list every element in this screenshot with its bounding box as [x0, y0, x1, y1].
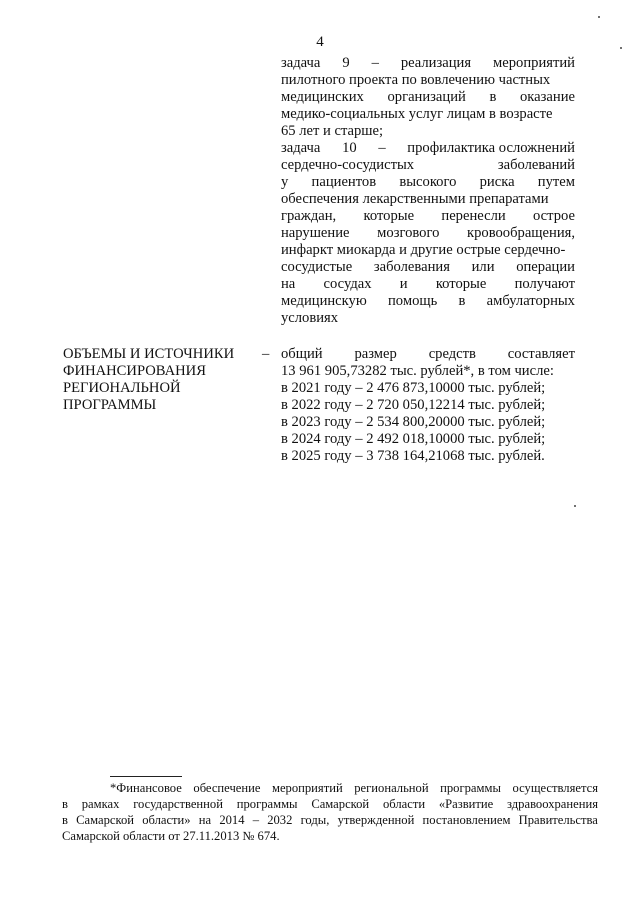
word: утвержденной — [337, 813, 415, 827]
tasks-line — [281, 293, 575, 310]
word: 65 лет и старше; — [281, 123, 384, 139]
word: пилотного проекта по вовлечению частных — [281, 72, 551, 88]
word: медико-социальных услуг лицам в возрасте — [281, 106, 553, 122]
word: риска — [479, 174, 515, 190]
word: высокого — [399, 174, 457, 190]
funding-line — [281, 448, 575, 465]
tasks-text — [281, 55, 575, 327]
word: в 2021 году – 2 476 873,10000 тыс. рублей; — [281, 380, 546, 396]
section-label-line: ПРОГРАММЫ — [63, 397, 157, 413]
word: которые — [363, 208, 415, 224]
word: амбулаторных — [486, 293, 575, 309]
word: *Финансовое — [110, 781, 182, 795]
word: – — [378, 140, 386, 156]
word: 13 961 905,73282 тыс. рублей*, в том числе: — [281, 363, 554, 379]
section-label-line: РЕГИОНАЛЬНОЙ — [63, 380, 181, 396]
word: Правительства — [518, 813, 598, 827]
word: в — [62, 813, 68, 827]
word: задача — [281, 55, 321, 71]
word: в 2025 году – 3 738 164,21068 тыс. рублей. — [281, 448, 545, 464]
word: региональной — [354, 781, 429, 795]
funding-line — [281, 380, 575, 397]
word: в — [458, 293, 466, 309]
word: – — [252, 813, 259, 827]
word: осуществляется — [512, 781, 598, 795]
footnote-line — [62, 780, 598, 796]
word: которые — [435, 276, 487, 292]
tasks-line — [281, 208, 575, 225]
word: обеспечение — [193, 781, 261, 795]
word: острое — [533, 208, 575, 224]
tasks-line — [281, 157, 575, 174]
word: перенесли — [441, 208, 506, 224]
tasks-line — [281, 55, 575, 72]
section-label-line: ОБЪЕМЫ И ИСТОЧНИКИ — [63, 346, 235, 362]
word: граждан, — [281, 208, 337, 224]
word: – — [371, 55, 379, 71]
word: на — [198, 813, 212, 827]
tasks-line — [281, 225, 575, 242]
section-dash: – — [262, 346, 270, 362]
word: 9 — [342, 55, 350, 71]
tasks-line — [281, 140, 575, 157]
word: сосудах — [323, 276, 372, 292]
word: Самарской — [76, 813, 135, 827]
word: сосудистые — [281, 259, 353, 275]
word: заболевания — [373, 259, 450, 275]
funding-line — [281, 346, 575, 363]
footnote-line — [62, 828, 598, 844]
word: общий — [281, 346, 323, 362]
scan-speck — [598, 16, 600, 18]
word: области» — [142, 813, 191, 827]
word: операции — [516, 259, 575, 275]
word: программы — [236, 797, 298, 811]
word: годы, — [300, 813, 330, 827]
word: пациентов — [311, 174, 377, 190]
word: составляет — [507, 346, 575, 362]
section-label-line: ФИНАНСИРОВАНИЯ — [63, 363, 206, 379]
word: государственной — [133, 797, 223, 811]
tasks-line — [281, 174, 575, 191]
tasks-line — [281, 72, 575, 89]
tasks-line — [281, 310, 575, 327]
footnote-text — [62, 780, 598, 844]
footnote-line — [62, 796, 598, 812]
word: обеспечения лекарственными препаратами — [281, 191, 549, 207]
funding-text — [281, 346, 575, 465]
word: профилактика осложнений — [407, 140, 575, 156]
word: области — [382, 797, 426, 811]
word: кровообращения, — [467, 225, 575, 241]
word: мероприятий — [271, 781, 343, 795]
word: постановлением — [422, 813, 511, 827]
word: 2014 — [219, 813, 245, 827]
word: в — [489, 89, 497, 105]
tasks-line — [281, 89, 575, 106]
funding-line — [281, 363, 575, 380]
word: размер — [354, 346, 397, 362]
tasks-line — [281, 106, 575, 123]
word: в 2024 году – 2 492 018,10000 тыс. рублей; — [281, 431, 546, 447]
word: Самарской области от 27.11.2013 № 674. — [62, 829, 280, 843]
word: медицинских — [281, 89, 364, 105]
word: Самарской — [311, 797, 370, 811]
word: оказание — [520, 89, 575, 105]
word: условиях — [281, 310, 339, 326]
word: 2032 — [267, 813, 293, 827]
word: медицинскую — [281, 293, 367, 309]
word: получают — [514, 276, 575, 292]
word: организаций — [387, 89, 466, 105]
word: реализация — [400, 55, 472, 71]
word: сердечно-сосудистых — [281, 157, 415, 173]
word: у — [281, 174, 289, 190]
word: нарушение — [281, 225, 350, 241]
word: здравоохранения — [507, 797, 598, 811]
funding-line — [281, 431, 575, 448]
word: заболеваний — [497, 157, 575, 173]
word: рамках — [81, 797, 120, 811]
tasks-line — [281, 276, 575, 293]
scan-speck — [574, 505, 576, 507]
word: инфаркт миокарда и другие острые сердечно- — [281, 242, 566, 258]
word: в — [62, 797, 68, 811]
word: программы — [440, 781, 501, 795]
footnote-rule — [110, 776, 182, 777]
word: на — [281, 276, 296, 292]
word: мозгового — [377, 225, 440, 241]
section-label — [63, 346, 263, 414]
funding-line — [281, 397, 575, 414]
word: средств — [428, 346, 476, 362]
word: путем — [537, 174, 575, 190]
word: в 2023 году – 2 534 800,20000 тыс. рублей; — [281, 414, 546, 430]
word: 10 — [342, 140, 357, 156]
word: помощь — [388, 293, 438, 309]
scan-speck — [620, 47, 622, 49]
page-number: 4 — [316, 34, 324, 50]
footnote-line — [62, 812, 598, 828]
tasks-line — [281, 123, 575, 140]
tasks-line — [281, 191, 575, 208]
word: задача — [281, 140, 321, 156]
word: и — [399, 276, 408, 292]
word: «Развитие — [438, 797, 494, 811]
word: мероприятий — [493, 55, 575, 71]
funding-line — [281, 414, 575, 431]
word: или — [471, 259, 495, 275]
word: в 2022 году – 2 720 050,12214 тыс. рублей; — [281, 397, 546, 413]
tasks-line — [281, 242, 575, 259]
tasks-line — [281, 259, 575, 276]
